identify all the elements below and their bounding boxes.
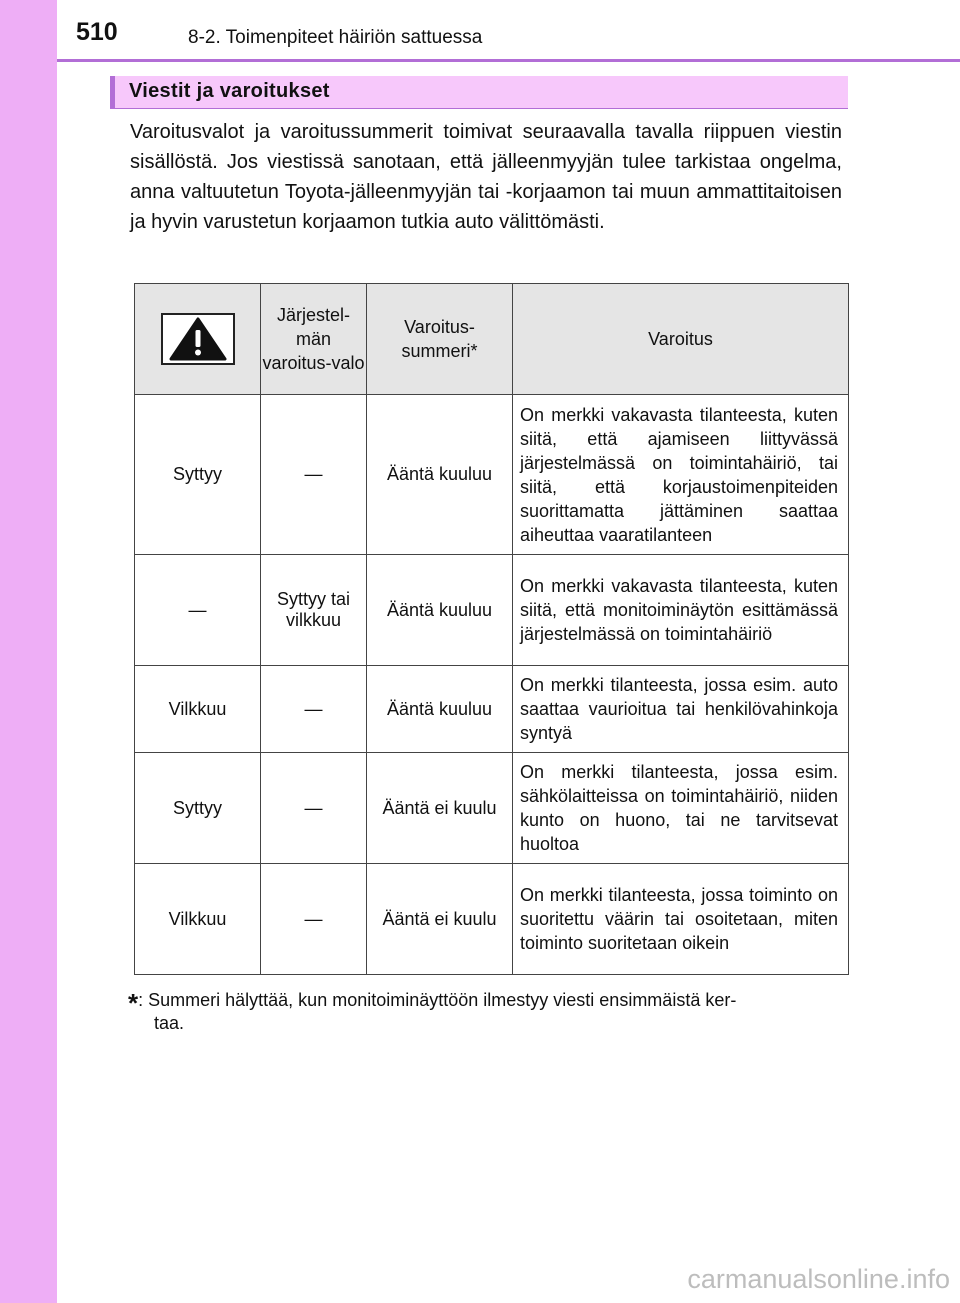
cell-main-light: Vilkkuu <box>135 666 261 753</box>
table-row <box>135 864 849 975</box>
cell-buzzer: Ääntä kuuluu <box>367 555 513 666</box>
cell-system-light: — <box>261 864 367 975</box>
cell-description: On merkki tilanteesta, jossa esim. auto saattaa vaurioitua tai henkilövahinkoja syntyä <box>513 666 849 753</box>
header-icon-cell <box>135 284 261 395</box>
warning-table <box>134 283 849 975</box>
section-heading <box>110 76 848 109</box>
cell-main-light: — <box>135 555 261 666</box>
cell-buzzer: Ääntä ei kuulu <box>367 864 513 975</box>
footnote-text: : Summeri hälyttää, kun monitoiminäyttöön ilmestyy viesti ensimmäistä ker- <box>138 990 737 1010</box>
section-heading-text: Viestit ja varoitukset <box>129 80 330 102</box>
left-margin-band <box>0 0 57 1303</box>
cell-description: On merkki vakavasta tilanteesta, kuten siitä, että monitoiminäytön esittämässä järjestelmässä on toimintahäiriö <box>513 555 849 666</box>
intro-paragraph: Varoitusvalot ja varoitussummerit toimivat seuraavalla tavalla riippuen viestin sisällöstä. Jos viestissä sanotaan, että jälleenmyyjän tulee tarkistaa ongelma, anna valtuutetun Toyota-jälleenmyyjän tai -korjaamon tai muun ammattitaitoisen ja hyvin varustetun korjaamon tutkia auto välittömästi. <box>130 121 842 233</box>
cell-buzzer: Ääntä kuuluu <box>367 395 513 555</box>
table-row <box>135 555 849 666</box>
table-header-row <box>135 284 849 395</box>
column-header-text: Varoitus <box>648 329 713 349</box>
cell-description: On merkki tilanteesta, jossa toiminto on suoritettu väärin tai osoitetaan, miten toiminto suoritetaan oikein <box>513 864 849 975</box>
cell-system-light: Syttyy tai vilkkuu <box>261 555 367 666</box>
column-header-warning <box>513 284 849 395</box>
column-header-text: Varoitus-summeri* <box>401 317 478 361</box>
watermark: carmanualsonline.info <box>687 1264 950 1294</box>
column-header-system-light <box>261 284 367 395</box>
header-divider <box>57 59 960 62</box>
footnote-continuation: taa. <box>154 1013 185 1033</box>
cell-description: On merkki vakavasta tilanteesta, kuten siitä, että ajamiseen liittyvässä järjestelmässä on toimintahäiriö, tai siitä, että korjaustoimenpiteiden suorittamatta jättäminen saattaa aiheuttaa vaaratilanteen <box>513 395 849 555</box>
column-header-buzzer <box>367 284 513 395</box>
cell-main-light: Syttyy <box>135 753 261 864</box>
table-row <box>135 395 849 555</box>
cell-buzzer: Ääntä ei kuulu <box>367 753 513 864</box>
footnote <box>128 987 842 1016</box>
chapter-title: 8-2. Toimenpiteet häiriön sattuessa <box>188 27 483 48</box>
cell-system-light: — <box>261 666 367 753</box>
warning-triangle-icon <box>161 313 235 365</box>
column-header-text: Järjestel-män varoitus-valo <box>262 305 365 373</box>
cell-system-light: — <box>261 753 367 864</box>
cell-system-light: — <box>261 395 367 555</box>
footnote-asterisk: * <box>128 988 139 1018</box>
cell-main-light: Vilkkuu <box>135 864 261 975</box>
table-row <box>135 753 849 864</box>
cell-main-light: Syttyy <box>135 395 261 555</box>
table-row <box>135 666 849 753</box>
cell-description: On merkki tilanteesta, jossa esim. sähkölaitteissa on toimintahäiriö, niiden kunto on huono, tai ne tarvitsevat huoltoa <box>513 753 849 864</box>
cell-buzzer: Ääntä kuuluu <box>367 666 513 753</box>
page-number: 510 <box>76 18 118 46</box>
